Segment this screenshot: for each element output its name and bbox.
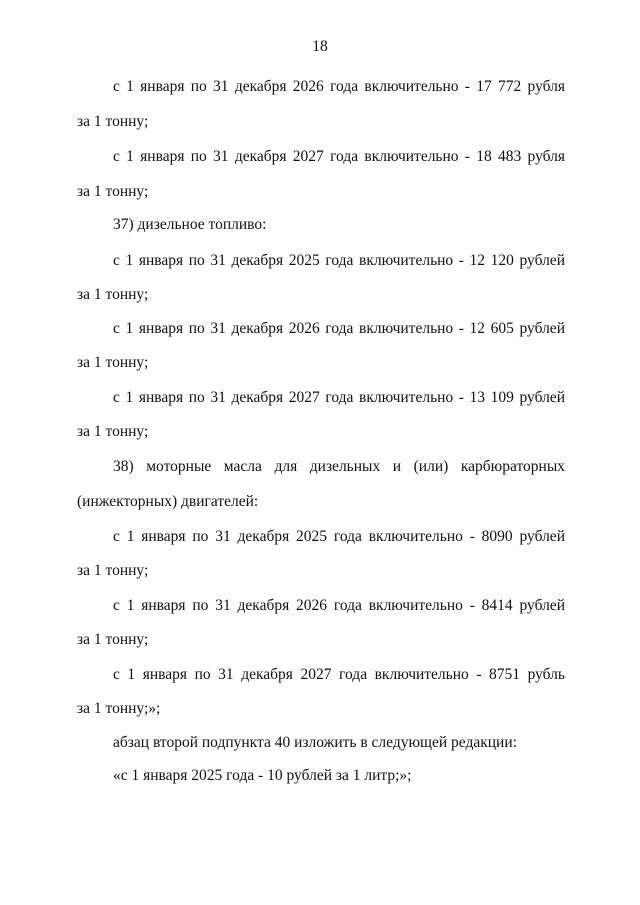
text-line: «с 1 января 2025 года - 10 рублей за 1 литр;»; [113,767,412,784]
text-line: за 1 тонну;»; [77,700,161,717]
text-line: с 1 января по 31 декабря 2027 года включительно - 13 109 рублей [113,389,565,406]
text-line: с 1 января по 31 декабря 2026 года включительно - 12 605 рублей [113,320,565,337]
text-line: за 1 тонну; [77,183,149,200]
text-line: (инжекторных) двигателей: [77,493,259,510]
text-line: с 1 января по 31 декабря 2025 года включительно - 8090 рублей [113,528,565,545]
text-line: за 1 тонну; [77,631,149,648]
text-line: 37) дизельное топливо: [113,216,267,233]
text-line: за 1 тонну; [77,562,149,579]
text-line: с 1 января по 31 декабря 2026 года включительно - 17 772 рубля [113,78,565,95]
text-line: абзац второй подпункта 40 изложить в следующей редакции: [113,734,517,751]
text-line: 38) моторные масла для дизельных и (или) карбюраторных [113,458,565,475]
page-number: 18 [312,38,328,55]
text-line: с 1 января по 31 декабря 2027 года включительно - 18 483 рубля [113,148,565,165]
text-line: за 1 тонну; [77,113,149,130]
text-line: за 1 тонну; [77,286,149,303]
text-line: за 1 тонну; [77,354,149,371]
text-line: с 1 января по 31 декабря 2027 года включительно - 8751 рубль [113,666,565,683]
text-line: с 1 января по 31 декабря 2025 года включительно - 12 120 рублей [113,252,565,269]
text-line: с 1 января по 31 декабря 2026 года включительно - 8414 рублей [113,597,565,614]
text-line: за 1 тонну; [77,423,149,440]
